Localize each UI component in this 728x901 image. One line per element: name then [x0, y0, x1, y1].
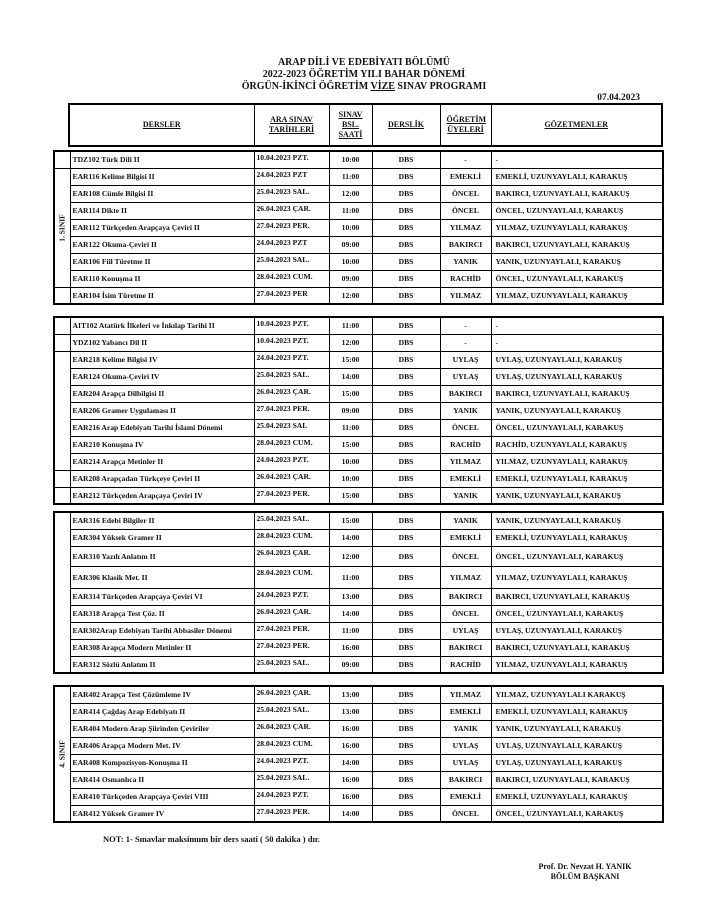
classroom: DBS: [372, 529, 440, 546]
table-row: [54, 529, 663, 546]
course-name: EAR212 Türkçeden Arapçaya Çeviri IV: [70, 487, 254, 504]
instructor: UYLAŞ: [440, 754, 491, 771]
course-name: EAR114 Dikte II: [70, 202, 254, 219]
course-name: EAR104 İsim Türetme II: [70, 287, 254, 304]
grade-cell: [54, 334, 70, 351]
exam-date: 28.04.2023 CUM.: [254, 270, 329, 287]
instructor: ÖNCEL: [440, 805, 491, 822]
proctors: BAKIRCI, UZUNYAYLALI, KARAKUŞ: [491, 236, 663, 253]
table-row: [54, 385, 663, 402]
proctors: BAKIRCI, UZUNYAYLALI, KARAKUŞ: [491, 385, 663, 402]
course-name: EAR216 Arap Edebiyatı Tarihi İslami Dönemi: [70, 419, 254, 436]
proctors: BAKIRCI, UZUNYAYLALI, KARAKUŞ: [491, 185, 663, 202]
proctors: UYLAŞ, UZUNYAYLALI, KARAKUŞ: [491, 737, 663, 754]
col-gozetmen: GÖZETMENLER: [491, 104, 662, 146]
proctors: RACHİD, UZUNYAYLALI, KARAKUŞ: [491, 436, 663, 453]
classroom: DBS: [372, 771, 440, 788]
grade-label-cell: [54, 686, 70, 822]
table-row: [54, 639, 663, 656]
classroom: DBS: [372, 202, 440, 219]
exam-time: 11:00: [329, 566, 372, 588]
instructor: BAKIRCI: [440, 236, 491, 253]
course-name: EAR218 Kelime Bilgisi IV: [70, 351, 254, 368]
exam-date: 25.04.2023 SAL.: [254, 185, 329, 202]
proctors: UYLAŞ, UZUNYAYLALI, KARAKUŞ: [491, 368, 663, 385]
exam-time: 12:00: [329, 334, 372, 351]
course-name: EAR210 Konuşma IV: [70, 436, 254, 453]
proctors: ÖNCEL, UZUNYAYLALI, KARAKUŞ: [491, 419, 663, 436]
exam-time: 14:00: [329, 529, 372, 546]
exam-time: 15:00: [329, 385, 372, 402]
classroom: DBS: [372, 788, 440, 805]
exam-date: 10.04.2023 PZT.: [254, 334, 329, 351]
table-row: [54, 185, 663, 202]
table-row: [54, 453, 663, 470]
table-row: [54, 512, 663, 529]
classroom: DBS: [372, 656, 440, 673]
instructor: ÖNCEL: [440, 419, 491, 436]
classroom: DBS: [372, 487, 440, 504]
table-row: [54, 754, 663, 771]
table-row: [54, 202, 663, 219]
exam-date: 28.04.2023 CUM.: [254, 529, 329, 546]
course-name: EAR404 Modern Arap Şiirinden Çeviriler: [70, 720, 254, 737]
course-name: EAR204 Arapça Dilbilgisi II: [70, 385, 254, 402]
course-name: EAR414 Osmanlıca II: [70, 771, 254, 788]
classroom: DBS: [372, 351, 440, 368]
col-tarih: ARA SINAV TARİHLERİ: [254, 104, 329, 146]
classroom: DBS: [372, 754, 440, 771]
instructor: EMEKLİ: [440, 703, 491, 720]
exam-date: 25.04.2023 SAL.: [254, 512, 329, 529]
exam-date: 26.04.2023 ÇAR.: [254, 720, 329, 737]
instructor: RACHİD: [440, 656, 491, 673]
exam-time: 10:00: [329, 219, 372, 236]
exam-date: 26.04.2023 ÇAR.: [254, 202, 329, 219]
proctors: YILMAZ, UZUNYAYLALI KARAKUŞ: [491, 686, 663, 703]
classroom: DBS: [372, 737, 440, 754]
classroom: DBS: [372, 236, 440, 253]
footer-note: NOT: 1- Sınavlar maksimum bir ders saati ( 50 dakika ) dır.: [103, 834, 320, 844]
table-row: [54, 436, 663, 453]
exam-date: 27.04.2023 PER.: [254, 402, 329, 419]
exam-time: 15:00: [329, 436, 372, 453]
classroom: DBS: [372, 219, 440, 236]
exam-date: 27.04.2023 PER.: [254, 805, 329, 822]
exam-time: 11:00: [329, 622, 372, 639]
classroom: DBS: [372, 639, 440, 656]
exam-date: 28.04.2023 CUM.: [254, 737, 329, 754]
exam-time: 16:00: [329, 771, 372, 788]
instructor: ÖNCEL: [440, 202, 491, 219]
grade-cell: [54, 317, 70, 334]
table-row: [54, 546, 663, 566]
exam-date: 28.04.2023 CUM.: [254, 436, 329, 453]
exam-time: 15:00: [329, 487, 372, 504]
instructor: YANIK: [440, 512, 491, 529]
classroom: DBS: [372, 566, 440, 588]
proctors: YANIK, UZUNYAYLALI, KARAKUŞ: [491, 402, 663, 419]
exam-date: 24.04.2023 PZT.: [254, 754, 329, 771]
instructor: ÖNCEL: [440, 605, 491, 622]
proctors: EMEKLİ, UZUNYAYLALI, KARAKUŞ: [491, 529, 663, 546]
exam-time: 11:00: [329, 202, 372, 219]
exam-date: 27.04.2023 PER.: [254, 219, 329, 236]
table-row: [54, 317, 663, 334]
table-row: [54, 368, 663, 385]
course-name: EAR112 Türkçeden Arapçaya Çeviri II: [70, 219, 254, 236]
table-row: [54, 737, 663, 754]
course-name: YDZ102 Yabancı Dil II: [70, 334, 254, 351]
classroom: DBS: [372, 385, 440, 402]
proctors: ÖNCEL, UZUNYAYLALI, KARAKUŞ: [491, 546, 663, 566]
table-row: [54, 656, 663, 673]
course-name: EAR316 Edebi Bilgiler II: [70, 512, 254, 529]
table-row: [54, 605, 663, 622]
classroom: DBS: [372, 334, 440, 351]
proctors: YILMAZ, UZUNYAYLALI, KARAKUŞ: [491, 219, 663, 236]
classroom: DBS: [372, 253, 440, 270]
classroom: DBS: [372, 270, 440, 287]
exam-time: 11:00: [329, 168, 372, 185]
classroom: DBS: [372, 512, 440, 529]
table-row: [54, 588, 663, 605]
table-row: [54, 219, 663, 236]
classroom: DBS: [372, 546, 440, 566]
course-name: EAR302Arap Edebiyatı Tarihi Abbasiler Dönemi: [70, 622, 254, 639]
exam-date: 24.04.2023 PZT: [254, 168, 329, 185]
classroom: DBS: [372, 622, 440, 639]
proctors: ÖNCEL, UZUNYAYLALI, KARAKUŞ: [491, 202, 663, 219]
instructor: YILMAZ: [440, 686, 491, 703]
signer-name: Prof. Dr. Nevzat H. YANIK: [538, 862, 632, 871]
program-title-pre: ÖRGÜN-İKİNCİ ÖĞRETİM: [241, 81, 371, 92]
classroom: DBS: [372, 419, 440, 436]
exam-time: 13:00: [329, 588, 372, 605]
exam-date: 10.04.2023 PZT.: [254, 317, 329, 334]
instructor: YANIK: [440, 253, 491, 270]
proctors: EMEKLİ, UZUNYAYLALI, KARAKUŞ: [491, 470, 663, 487]
exam-date: 26.04.2023 ÇAR.: [254, 605, 329, 622]
col-saat: SINAV BSL. SAATİ: [329, 104, 372, 146]
course-name: EAR306 Klasik Met. II: [70, 566, 254, 588]
course-name: EAR108 Cümle Bilgisi II: [70, 185, 254, 202]
course-name: EAR214 Arapça Metinler II: [70, 453, 254, 470]
table-row: [54, 566, 663, 588]
table-row: [54, 270, 663, 287]
section-table-4: [53, 685, 664, 823]
table-row: [54, 253, 663, 270]
document-date: 07.04.2023: [597, 93, 640, 103]
course-name: EAR308 Arapça Modern Metinler II: [70, 639, 254, 656]
instructor: YILMAZ: [440, 453, 491, 470]
exam-time: 11:00: [329, 419, 372, 436]
instructor: ÖNCEL: [440, 185, 491, 202]
proctors: YANIK, UZUNYAYLALI, KARAKUŞ: [491, 512, 663, 529]
exam-date: 25.04.2023 SAL.: [254, 703, 329, 720]
proctors: UYLAŞ, UZUNYAYLALI, KARAKUŞ: [491, 754, 663, 771]
instructor: UYLAŞ: [440, 368, 491, 385]
classroom: DBS: [372, 402, 440, 419]
table-row: [54, 771, 663, 788]
col-derslik: DERSLİK: [372, 104, 440, 146]
exam-time: 16:00: [329, 737, 372, 754]
table-row: [54, 686, 663, 703]
program-title: [0, 81, 728, 93]
course-name: EAR122 Okuma-Çeviri II: [70, 236, 254, 253]
exam-date: 24.04.2023 PZT.: [254, 351, 329, 368]
instructor: EMEKLİ: [440, 529, 491, 546]
instructor: UYLAŞ: [440, 351, 491, 368]
table-row: [54, 487, 663, 504]
exam-time: 15:00: [329, 512, 372, 529]
proctors: UYLAŞ, UZUNYAYLALI, KARAKUŞ: [491, 622, 663, 639]
column-header-table: [68, 103, 663, 147]
col-ogretim: ÖĞRETİM ÜYELERİ: [440, 104, 491, 146]
grade-label: 1. SINIF: [57, 213, 67, 242]
instructor: EMEKLİ: [440, 168, 491, 185]
instructor: -: [440, 334, 491, 351]
classroom: DBS: [372, 470, 440, 487]
classroom: DBS: [372, 805, 440, 822]
instructor: UYLAŞ: [440, 737, 491, 754]
exam-time: 16:00: [329, 639, 372, 656]
exam-date: 26.04.2023 ÇAR.: [254, 686, 329, 703]
grade-label-cell: [54, 512, 70, 673]
proctors: EMEKLİ, UZUNYAYLALI, KARAKUŞ: [491, 703, 663, 720]
grade-cell: [54, 470, 70, 487]
exam-time: 13:00: [329, 703, 372, 720]
grade-cell: [54, 487, 70, 504]
classroom: DBS: [372, 287, 440, 304]
course-name: EAR414 Çağdaş Arap Edebiyatı II: [70, 703, 254, 720]
course-name: EAR304 Yüksek Gramer II: [70, 529, 254, 546]
proctors: ÖNCEL, UZUNYAYLALI, KARAKUŞ: [491, 605, 663, 622]
exam-time: 10:00: [329, 253, 372, 270]
table-row: [54, 805, 663, 822]
exam-date: 25.04.2023 SAL.: [254, 368, 329, 385]
table-row: [54, 470, 663, 487]
classroom: DBS: [372, 436, 440, 453]
col-dersler: DERSLER: [69, 104, 254, 146]
proctors: -: [491, 317, 663, 334]
table-row: [54, 287, 663, 304]
proctors: BAKIRCI, UZUNYAYLALI, KARAKUŞ: [491, 588, 663, 605]
exam-time: 10:00: [329, 453, 372, 470]
classroom: DBS: [372, 168, 440, 185]
exam-date: 25.04.2023 SAL.: [254, 253, 329, 270]
exam-date: 10.04.2023 PZT.: [254, 151, 329, 168]
instructor: -: [440, 317, 491, 334]
instructor: YILMAZ: [440, 219, 491, 236]
classroom: DBS: [372, 317, 440, 334]
course-name: EAR412 Yüksek Gramer IV: [70, 805, 254, 822]
exam-date: 27.04.2023 PER.: [254, 622, 329, 639]
exam-time: 12:00: [329, 185, 372, 202]
proctors: YANIK, UZUNYAYLALI, KARAKUŞ: [491, 720, 663, 737]
instructor: UYLAŞ: [440, 622, 491, 639]
exam-date: 26.04.2023 ÇAR.: [254, 385, 329, 402]
exam-time: 13:00: [329, 686, 372, 703]
classroom: DBS: [372, 151, 440, 168]
proctors: ÖNCEL, UZUNYAYLALI, KARAKUŞ: [491, 805, 663, 822]
exam-time: 09:00: [329, 402, 372, 419]
exam-time: 09:00: [329, 656, 372, 673]
signature-block: [520, 862, 650, 882]
exam-time: 12:00: [329, 546, 372, 566]
course-name: EAR124 Okuma-Çeviri IV: [70, 368, 254, 385]
exam-date: 26.04.2023 ÇAR.: [254, 470, 329, 487]
course-name: EAR318 Arapça Test Çöz. II: [70, 605, 254, 622]
grade-label-cell: [54, 168, 70, 287]
instructor: YILMAZ: [440, 287, 491, 304]
exam-time: 14:00: [329, 805, 372, 822]
exam-time: 16:00: [329, 720, 372, 737]
table-row: [54, 622, 663, 639]
proctors: YILMAZ, UZUNYAYLALI, KARAKUŞ: [491, 566, 663, 588]
instructor: BAKIRCI: [440, 639, 491, 656]
table-row: [54, 788, 663, 805]
department-title: ARAP DİLİ VE EDEBİYATI BÖLÜMÜ: [277, 57, 451, 68]
exam-date: 24.04.2023 PZT.: [254, 588, 329, 605]
program-title-post: SINAV PROGRAMI: [394, 81, 487, 92]
instructor: YANIK: [440, 720, 491, 737]
instructor: YANIK: [440, 402, 491, 419]
exam-date: 28.04.2023 CUM.: [254, 566, 329, 588]
course-name: EAR106 Fiil Türetme II: [70, 253, 254, 270]
exam-time: 09:00: [329, 270, 372, 287]
exam-date: 24.04.2023 PZT: [254, 236, 329, 253]
exam-date: 25.04.2023 SAL.: [254, 656, 329, 673]
program-title-vize: VİZE: [370, 81, 395, 92]
table-row: [54, 402, 663, 419]
proctors: -: [491, 334, 663, 351]
exam-time: 11:00: [329, 317, 372, 334]
instructor: -: [440, 151, 491, 168]
course-name: EAR312 Sözlü Anlatım II: [70, 656, 254, 673]
course-name: EAR402 Arapça Test Çözümleme IV: [70, 686, 254, 703]
section-table-2: [53, 316, 664, 505]
instructor: YANIK: [440, 487, 491, 504]
proctors: -: [491, 151, 663, 168]
table-row: [54, 236, 663, 253]
instructor: ÖNCEL: [440, 546, 491, 566]
instructor: RACHİD: [440, 270, 491, 287]
exam-date: 25.04.2023 SAL: [254, 419, 329, 436]
instructor: YILMAZ: [440, 566, 491, 588]
course-name: EAR208 Arapçadan Türkçeye Çeviri II: [70, 470, 254, 487]
proctors: YILMAZ, UZUNYAYLALI, KARAKUŞ: [491, 453, 663, 470]
exam-date: 25.04.2023 SAL.: [254, 771, 329, 788]
classroom: DBS: [372, 368, 440, 385]
signer-title: BÖLÜM BAŞKANI: [550, 872, 620, 881]
grade-label-cell: [54, 351, 70, 470]
course-name: EAR206 Gramer Uygulaması II: [70, 402, 254, 419]
table-row: [54, 419, 663, 436]
instructor: RACHİD: [440, 436, 491, 453]
exam-time: 09:00: [329, 236, 372, 253]
table-row: [54, 168, 663, 185]
term-title: 2022-2023 ÖĞRETİM YILI BAHAR DÖNEMİ: [262, 69, 466, 80]
exam-time: 14:00: [329, 605, 372, 622]
proctors: YANIK, UZUNYAYLALI, KARAKUŞ: [491, 487, 663, 504]
instructor: EMEKLİ: [440, 470, 491, 487]
table-row: [54, 351, 663, 368]
proctors: BAKIRCI, UZUNYAYLALI, KARAKUŞ: [491, 771, 663, 788]
classroom: DBS: [372, 720, 440, 737]
exam-time: 16:00: [329, 788, 372, 805]
exam-time: 10:00: [329, 151, 372, 168]
proctors: YILMAZ, UZUNYAYLALI, KARAKUŞ: [491, 656, 663, 673]
classroom: DBS: [372, 453, 440, 470]
proctors: EMEKLİ, UZUNYAYLALI, KARAKUŞ: [491, 788, 663, 805]
course-name: EAR410 Türkçeden Arapçaya Çeviri VIII: [70, 788, 254, 805]
proctors: YILMAZ, UZUNYAYLALI, KARAKUŞ: [491, 287, 663, 304]
exam-date: 24.04.2023 PZT.: [254, 453, 329, 470]
table-row: [54, 334, 663, 351]
grade-cell: [54, 151, 70, 168]
grade-cell: [54, 287, 70, 304]
course-name: AIT102 Atatürk İlkeleri ve İnkılap Tarihi II: [70, 317, 254, 334]
proctors: UYLAŞ, UZUNYAYLALI, KARAKUŞ: [491, 351, 663, 368]
classroom: DBS: [372, 588, 440, 605]
classroom: DBS: [372, 605, 440, 622]
exam-time: 15:00: [329, 351, 372, 368]
classroom: DBS: [372, 185, 440, 202]
course-name: EAR408 Kompozisyon-Konuşma II: [70, 754, 254, 771]
exam-time: 14:00: [329, 368, 372, 385]
instructor: BAKIRCI: [440, 385, 491, 402]
proctors: YANIK, UZUNYAYLALI, KARAKUŞ: [491, 253, 663, 270]
section-table-1: [53, 150, 664, 305]
exam-time: 12:00: [329, 287, 372, 304]
exam-date: 24.04.2023 PZT.: [254, 788, 329, 805]
instructor: BAKIRCI: [440, 771, 491, 788]
exam-date: 26.04.2023 ÇAR.: [254, 546, 329, 566]
course-name: EAR406 Arapça Modern Met. IV: [70, 737, 254, 754]
table-row: [54, 703, 663, 720]
course-name: TDZ102 Türk Dili II: [70, 151, 254, 168]
table-row: [54, 151, 663, 168]
proctors: EMEKLİ, UZUNYAYLALI, KARAKUŞ: [491, 168, 663, 185]
exam-date: 27.04.2023 PER.: [254, 487, 329, 504]
course-name: EAR314 Türkçeden Arapçaya Çeviri VI: [70, 588, 254, 605]
instructor: EMEKLİ: [440, 788, 491, 805]
course-name: EAR110 Konuşma II: [70, 270, 254, 287]
exam-date: 27.04.2023 PER.: [254, 639, 329, 656]
exam-time: 14:00: [329, 754, 372, 771]
section-table-3: [53, 511, 664, 674]
classroom: DBS: [372, 686, 440, 703]
exam-time: 10:00: [329, 470, 372, 487]
classroom: DBS: [372, 703, 440, 720]
table-row: [54, 720, 663, 737]
instructor: BAKIRCI: [440, 588, 491, 605]
course-name: EAR310 Yazılı Anlatım II: [70, 546, 254, 566]
grade-label: 4. SINIF: [57, 740, 67, 768]
course-name: EAR116 Kelime Bilgisi II: [70, 168, 254, 185]
proctors: BAKIRCI, UZUNYAYLALI, KARAKUŞ: [491, 639, 663, 656]
proctors: ÖNCEL, UZUNYAYLALI, KARAKUŞ: [491, 270, 663, 287]
exam-date: 27.04.2023 PER: [254, 287, 329, 304]
